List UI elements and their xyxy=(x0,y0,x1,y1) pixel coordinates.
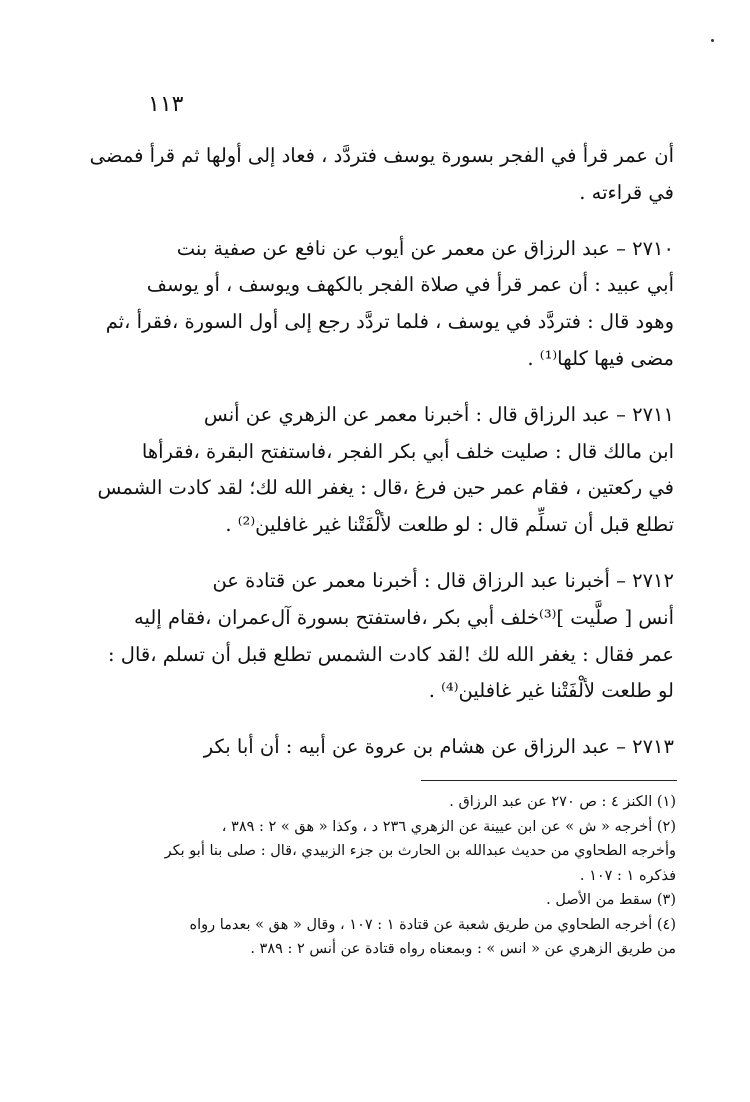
text-line: أبي عبيد : أن عمر قرأ في صلاة الفجر بالكهف ويوسف ، أو يوسف xyxy=(146,273,674,297)
footnote-line: فذكره ١ : ١٠٧ . xyxy=(579,867,676,884)
text-line: تطلع قبل أن تسلِّم قال : لو طلعت لألْفَتْنا غير غافلين⁽²⁾ . xyxy=(225,513,674,537)
footnote-divider xyxy=(421,780,677,781)
paragraph-2713 xyxy=(78,729,674,766)
footnote-line: (١) الكنز ٤ : ص ٢٧٠ عن عبد الرزاق . xyxy=(449,794,676,810)
paragraph-2711 xyxy=(78,397,674,544)
footnote-line: (٢) أخرجه « ش » عن ابن عيينة عن الزهري ٢٣٦ د ، وكذا « هق » ٢ : ٣٨٩ ، xyxy=(221,818,676,835)
text-line: ٢٧١٣ – عبد الرزاق عن هشام بن عروة عن أبيه : أن أبا بكر xyxy=(203,735,674,759)
text-line: وهود قال : فتردَّد في يوسف ، فلما تردَّد رجع إلى أول السورة ،فقرأ ،ثم xyxy=(105,310,674,334)
text-line: ٢٧١٠ – عبد الرزاق عن معمر عن أيوب عن نافع عن صفية بنت xyxy=(176,236,674,260)
page-number: ١١٣ xyxy=(148,92,184,117)
footnote-1 xyxy=(78,790,676,815)
paragraph-intro xyxy=(78,138,674,212)
text-line: عمر فقال : يغفر الله لك !لقد كادت الشمس تطلع قبل أن تسلم ،قال : xyxy=(108,642,674,666)
text-line: أن عمر قرأ في الفجر بسورة يوسف فتردَّد ، فعاد إلى أولها ثم قرأ فمضى xyxy=(89,144,674,167)
footnote-line: وأخرجه الطحاوي من حديث عبدالله بن الحارث بن جزء الزبيدي ،قال : صلى بنا أبو بكر xyxy=(164,843,676,859)
footnote-line: (٤) أخرجه الطحاوي من طريق شعبة عن قتادة ١ : ١٠٧ ، وقال « هق » بعدما رواه xyxy=(189,916,676,933)
text-line: في قراءته . xyxy=(579,180,674,204)
footnote-2 xyxy=(78,815,676,889)
footnote-4 xyxy=(78,913,676,962)
text-line: أنس [ صلَّيت ]⁽³⁾خلف أبي بكر ،فاستفتح بسورة آل‌عمران ،فقام إليه xyxy=(134,605,674,629)
paragraph-2712 xyxy=(78,563,674,710)
footnotes xyxy=(78,790,676,962)
text-line: لو طلعت لألْفَتْنا غير غافلين⁽⁴⁾ . xyxy=(428,679,674,703)
text-line: في ركعتين ، فقام عمر حين فرغ ،قال : يغفر الله لك؛ لقد كادت الشمس xyxy=(97,476,674,500)
text-line: ٢٧١١ – عبد الرزاق قال : أخبرنا معمر عن الزهري عن أنس xyxy=(203,402,674,426)
text-line: مضى فيها كلها⁽¹⁾ . xyxy=(527,346,674,370)
text-line: ٢٧١٢ – أخبرنا عبد الرزاق قال : أخبرنا معمر عن قتادة عن xyxy=(212,568,674,592)
paragraph-2710 xyxy=(78,231,674,378)
scan-speck xyxy=(711,39,714,42)
footnote-3 xyxy=(78,888,676,913)
text-line: ابن مالك قال : صليت خلف أبي بكر الفجر ،فاستفتح البقرة ،فقرأها xyxy=(141,439,674,463)
main-text xyxy=(78,138,674,766)
footnote-line: من طريق الزهري عن « انس » : وبمعناه رواه قتادة عن أنس ٢ : ٣٨٩ . xyxy=(250,941,676,957)
footnote-line: (٣) سقط من الأصل . xyxy=(546,892,676,908)
